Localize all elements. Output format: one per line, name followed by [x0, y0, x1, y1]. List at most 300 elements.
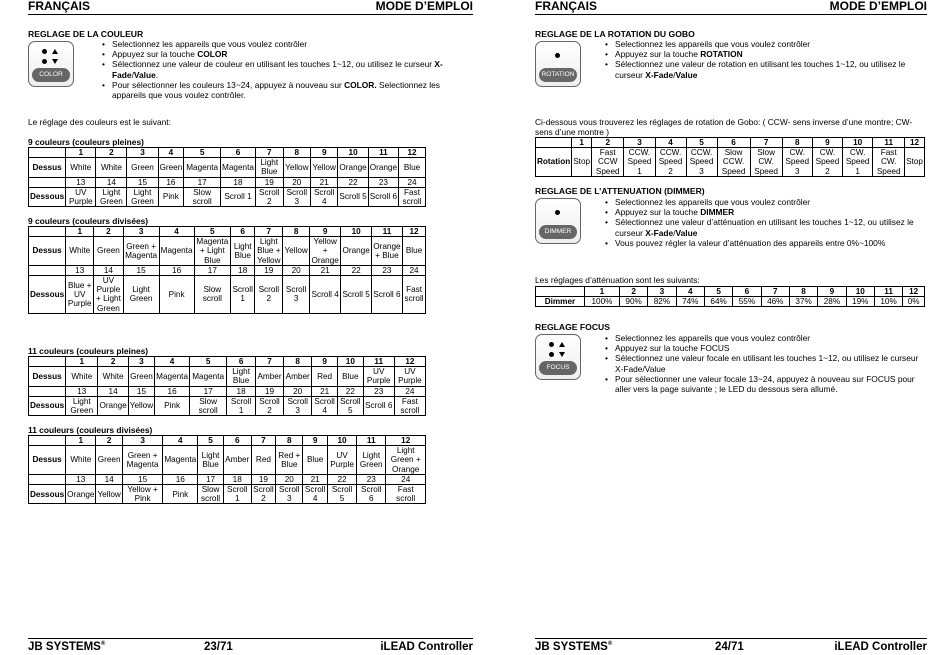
table-cell: 46% — [761, 297, 789, 307]
bullet-item: • Selectionnez les appareils que vous voulez contrôler — [604, 197, 927, 207]
bullet-item: • Sélectionnez une valeur de rotation en utilisant les touches 1~12, ou utilisez le curseur X-Fade/Value — [604, 59, 927, 79]
bullet-item: • Pour sélectionner les couleurs 13~24, appuyez à nouveau sur COLOR. Selectionnez les appareils que vous voulez contrôler. — [101, 80, 473, 100]
table-row — [29, 177, 426, 187]
table-cell: 23 — [371, 265, 402, 275]
table-cell: 16 — [159, 265, 194, 275]
led-dot-icon — [555, 210, 560, 215]
table-cell: 19 — [255, 265, 283, 275]
button-label: COLOR — [32, 68, 70, 82]
table-cell: 24 — [399, 177, 426, 187]
table-cell: 20 — [284, 386, 312, 396]
row-label-cell — [29, 265, 66, 275]
table-row — [29, 386, 426, 396]
table-cell: 28% — [818, 297, 846, 307]
table-cell: 90% — [619, 297, 647, 307]
footer-brand: JB SYSTEMS® — [28, 641, 106, 653]
table-cell: CCW. Speed 3 — [686, 148, 717, 177]
table-cell: 2 — [94, 227, 123, 237]
table-cell: 6 — [231, 227, 255, 237]
table-cell: 7 — [255, 148, 283, 158]
row-label-cell: Dimmer — [536, 297, 585, 307]
table-cell: 3 — [648, 287, 676, 297]
table-cell: 13 — [66, 386, 98, 396]
table-cell: Fast scroll — [399, 187, 426, 206]
table-cell: Green — [94, 237, 123, 266]
table-cell: Scroll 5 — [328, 485, 357, 504]
table-cell: 55% — [733, 297, 761, 307]
table-cell: Scroll 5 — [341, 276, 371, 314]
table-cell: White — [66, 158, 96, 177]
table-cell: Blue — [403, 237, 426, 266]
row-label-cell: Dessous — [29, 485, 66, 504]
table-cell: UV Purple — [394, 367, 425, 386]
section-title: REGLAGE FOCUS — [535, 322, 610, 332]
header-title: MODE D’EMPLOI — [829, 0, 927, 13]
table-cell: Red — [312, 367, 338, 386]
table-cell: 3 — [127, 148, 158, 158]
table-cell: Yellow — [311, 158, 338, 177]
focus-bullets — [604, 333, 927, 394]
table-row — [29, 474, 426, 484]
table-cell: 1 — [572, 138, 592, 148]
table-cell: 10 — [337, 357, 363, 367]
table-cell: 23 — [357, 474, 386, 484]
footer-page-number: 23/71 — [204, 641, 233, 653]
bullet-item: • Selectionnez les appareils que vous voulez contrôler — [604, 39, 927, 49]
led-dot-icon — [549, 352, 554, 357]
table-cell: 11 — [873, 138, 905, 148]
table-cell: 1 — [66, 357, 98, 367]
footer-product: iLEAD Controller — [834, 641, 927, 653]
table-cell: Scroll 3 — [283, 187, 310, 206]
table-cell: Scroll 4 — [311, 187, 338, 206]
table-cell: Blue — [399, 158, 426, 177]
gobo-bullets — [604, 39, 927, 80]
table-cell: 9 — [311, 148, 338, 158]
table-row — [536, 297, 925, 307]
dimmer-control-button — [535, 198, 581, 244]
table-cell: Orange — [368, 158, 398, 177]
table-header-row — [29, 227, 426, 237]
bullet-item: • Selectionnez les appareils que vous voulez contrôler — [101, 39, 473, 49]
row-label-cell — [536, 287, 585, 297]
table-cell: 4 — [158, 148, 184, 158]
footer-brand: JB SYSTEMS® — [535, 641, 613, 653]
table-cell: Fast scroll — [394, 396, 425, 415]
table-cell: 5 — [190, 357, 227, 367]
table-cell: 21 — [311, 177, 338, 187]
table-cell: 24 — [386, 474, 426, 484]
table-cell: 6 — [221, 148, 256, 158]
table-cell: 18 — [231, 265, 255, 275]
table-cell: Scroll 4 — [312, 396, 338, 415]
dimmer-table — [535, 286, 925, 307]
table-cell: Scroll 4 — [303, 485, 328, 504]
table-cell: 12 — [403, 227, 426, 237]
table-cell: 15 — [122, 474, 163, 484]
table-cell: 1 — [66, 148, 96, 158]
table-cell: Green + Magenta — [122, 446, 163, 475]
table-cell: Orange — [338, 158, 368, 177]
color-bullets — [101, 39, 473, 100]
table-cell: 14 — [98, 386, 128, 396]
table-cell: 21 — [312, 386, 338, 396]
table-cell: Fast CCW Speed — [592, 148, 624, 177]
led-dot-icon — [555, 53, 560, 58]
table-cell: Stop — [572, 148, 592, 177]
row-label-cell — [29, 227, 66, 237]
table-cell: Red — [251, 446, 276, 475]
table-cell: Light Blue + Yellow — [255, 237, 283, 266]
section-title: REGLAGE DE LA COULEUR — [28, 29, 144, 39]
table-cell: 18 — [223, 474, 251, 484]
bullet-item: • Appuyez sur la touche DIMMER — [604, 207, 927, 217]
table-cell: Scroll 3 — [283, 276, 310, 314]
rotation-control-button — [535, 41, 581, 87]
table-row — [536, 148, 925, 177]
table-cell: Scroll 2 — [251, 485, 276, 504]
row-label-cell — [29, 177, 66, 187]
table-cell: Stop — [905, 148, 925, 177]
table-cell: Blue — [303, 446, 328, 475]
table-cell: Light Blue — [227, 367, 256, 386]
table-cell: Slow CW. Speed — [750, 148, 782, 177]
table-row — [29, 446, 426, 475]
table-cell: Green + Magenta — [123, 237, 159, 266]
table-cell: 19 — [251, 474, 276, 484]
dimmer-section — [535, 186, 927, 248]
table-cell: 2 — [619, 287, 647, 297]
section-title: REGLAGE DE L’ATTENUATION (DIMMER) — [535, 186, 705, 196]
table-cell: 5 — [704, 287, 732, 297]
table-cell: CCW. Speed 1 — [624, 148, 655, 177]
table-row — [29, 367, 426, 386]
table-cell: 6 — [733, 287, 761, 297]
table-cell: 23 — [363, 386, 394, 396]
table-cell: Scroll 3 — [284, 396, 312, 415]
focus-control-button — [535, 334, 581, 380]
table-cell: Blue + UV Purple — [66, 276, 94, 314]
table-cell: 18 — [227, 386, 256, 396]
bullet-item: • Appuyez sur la touche ROTATION — [604, 49, 927, 59]
row-label-cell: Dessous — [29, 396, 66, 415]
row-label-cell — [29, 357, 66, 367]
table-cell: Light Green — [127, 187, 158, 206]
table-cell: 22 — [328, 474, 357, 484]
table-cell: 12 — [903, 287, 925, 297]
table-cell: Magenta — [221, 158, 256, 177]
table-cell: 37% — [789, 297, 817, 307]
table-title: 11 couleurs (couleurs pleines) — [28, 346, 149, 356]
table-cell: Fast scroll — [386, 485, 426, 504]
table-row — [29, 276, 426, 314]
table-cell: 11 — [357, 436, 386, 446]
table-cell: Scroll 2 — [255, 276, 283, 314]
table-cell: Light Green + Orange — [386, 446, 426, 475]
table-cell: Light Blue — [231, 237, 255, 266]
table-cell: Green — [96, 446, 122, 475]
table-cell: 16 — [163, 474, 198, 484]
table-cell: 0% — [903, 297, 925, 307]
table-cell: Magenta — [159, 237, 194, 266]
table-cell: 14 — [94, 265, 123, 275]
table-cell: 17 — [194, 265, 231, 275]
table-cell: 18 — [221, 177, 256, 187]
table-cell: Light Blue — [255, 158, 283, 177]
table-cell: 5 — [198, 436, 224, 446]
row-label-cell: Dessous — [29, 187, 66, 206]
table-cell: CW. Speed 3 — [782, 148, 812, 177]
color-control-button — [28, 41, 74, 87]
table-cell: 8 — [283, 148, 310, 158]
table-cell: Scroll 2 — [255, 396, 283, 415]
table-cell: 21 — [309, 265, 341, 275]
table-cell: 24 — [394, 386, 425, 396]
bullet-item: • Pour sélectionner une valeur focale 13~24, appuyez à nouveau sur FOCUS pour aller vers la page suivante ; le LED du dessous sera allumé. — [604, 374, 927, 394]
table-cell: 2 — [96, 436, 122, 446]
table-cell: 23 — [368, 177, 398, 187]
table-cell: 20 — [283, 177, 310, 187]
table-cell: Fast CW. Speed — [873, 148, 905, 177]
table-cell: 10% — [874, 297, 902, 307]
table-cell: Slow scroll — [198, 485, 224, 504]
table-row — [29, 187, 426, 206]
table-cell: 2 — [592, 138, 624, 148]
color-table — [28, 435, 426, 504]
led-dot-icon — [549, 342, 554, 347]
table-title: 9 couleurs (couleurs pleines) — [28, 137, 144, 147]
header-language: FRANÇAIS — [535, 0, 597, 13]
table-cell: 20 — [276, 474, 303, 484]
table-cell: 9 — [312, 357, 338, 367]
table-row — [29, 158, 426, 177]
table-cell: 17 — [198, 474, 224, 484]
table-cell: 9 — [303, 436, 328, 446]
table-cell: 22 — [341, 265, 371, 275]
table-cell: Scroll 6 — [357, 485, 386, 504]
table-row — [29, 265, 426, 275]
table-cell: 8 — [283, 227, 310, 237]
table-cell: 19% — [846, 297, 874, 307]
table-cell: 20 — [283, 265, 310, 275]
row-label-cell: Dessus — [29, 367, 66, 386]
section-title: REGLAGE DE LA ROTATION DU GOBO — [535, 29, 695, 39]
table-cell: White — [66, 367, 98, 386]
table-cell: Green — [127, 158, 158, 177]
table-cell: 11 — [363, 357, 394, 367]
table-cell: Scroll 1 — [231, 276, 255, 314]
page-footer — [535, 638, 927, 655]
table-cell: Slow scroll — [184, 187, 221, 206]
table-cell: 4 — [159, 227, 194, 237]
table-cell: Yellow + Orange — [309, 237, 341, 266]
color-table-block — [28, 216, 473, 314]
table-cell: Yellow — [96, 485, 122, 504]
table-cell: 1 — [66, 436, 96, 446]
table-cell: 2 — [96, 148, 127, 158]
table-cell: 5 — [686, 138, 717, 148]
color-table — [28, 147, 426, 207]
table-cell: UV Purple + Light Green — [94, 276, 123, 314]
table-cell: 24 — [403, 265, 426, 275]
table-cell: 3 — [123, 227, 159, 237]
table-cell: Blue — [337, 367, 363, 386]
table-cell: 6 — [717, 138, 750, 148]
table-cell: Pink — [163, 485, 198, 504]
table-cell: Amber — [223, 446, 251, 475]
table-cell: 8 — [276, 436, 303, 446]
table-cell: CCW. Speed 2 — [655, 148, 686, 177]
triangle-up-icon — [559, 342, 565, 347]
led-dot-icon — [42, 59, 47, 64]
table-cell: Orange — [341, 237, 371, 266]
table-cell: Scroll 6 — [368, 187, 398, 206]
triangle-up-icon — [52, 49, 58, 54]
table-cell: 16 — [155, 386, 190, 396]
table-cell: 8 — [789, 287, 817, 297]
table-header-row — [29, 148, 426, 158]
table-cell: White — [98, 367, 128, 386]
table-cell: Magenta — [155, 367, 190, 386]
table-cell: UV Purple — [328, 446, 357, 475]
gobo-intro: Ci-dessous vous trouverez les réglages de rotation de Gobo: ( CCW- sens inverse d’une montre; CW- sens d’une montre ) — [535, 117, 913, 138]
table-cell: Red + Blue — [276, 446, 303, 475]
table-cell: 1 — [584, 287, 619, 297]
table-cell: Yellow + Pink — [122, 485, 163, 504]
table-cell: Scroll 5 — [338, 187, 368, 206]
button-label: FOCUS — [539, 361, 577, 375]
table-cell: Fast scroll — [403, 276, 426, 314]
row-label-cell: Dessus — [29, 237, 66, 266]
led-dot-icon — [42, 49, 47, 54]
table-cell: White — [66, 237, 94, 266]
table-cell: 10 — [328, 436, 357, 446]
table-cell: Pink — [155, 396, 190, 415]
table-cell: Slow CCW. Speed — [717, 148, 750, 177]
table-cell: UV Purple — [66, 187, 96, 206]
table-header-row — [29, 357, 426, 367]
row-label-cell — [29, 386, 66, 396]
table-cell: 9 — [812, 138, 842, 148]
table-cell: 14 — [96, 177, 127, 187]
table-title: 9 couleurs (couleurs divisées) — [28, 216, 149, 226]
table-cell: Amber — [284, 367, 312, 386]
table-cell: CW. Speed 1 — [843, 148, 873, 177]
table-cell: Scroll 2 — [255, 187, 283, 206]
table-cell: CW. Speed 2 — [812, 148, 842, 177]
footer-product: iLEAD Controller — [380, 641, 473, 653]
table-header-row — [536, 138, 925, 148]
table-cell: 74% — [676, 297, 704, 307]
table-cell: White — [96, 158, 127, 177]
table-cell: 6 — [223, 436, 251, 446]
table-cell: 11 — [371, 227, 402, 237]
focus-section — [535, 322, 927, 395]
row-label-cell: Rotation — [536, 148, 572, 177]
table-cell: 9 — [818, 287, 846, 297]
table-cell: 15 — [127, 177, 158, 187]
table-cell: Amber — [255, 367, 283, 386]
row-label-cell — [29, 148, 66, 158]
table-cell: 4 — [676, 287, 704, 297]
table-cell: 8 — [284, 357, 312, 367]
row-label-cell: Dessus — [29, 446, 66, 475]
table-cell: Orange — [66, 485, 96, 504]
table-cell: 11 — [874, 287, 902, 297]
table-cell: 3 — [624, 138, 655, 148]
table-header-row — [29, 436, 426, 446]
table-cell: Light Green — [66, 396, 98, 415]
bullet-item: • Appuyez sur la touche COLOR — [101, 49, 473, 59]
table-cell: Scroll 6 — [363, 396, 394, 415]
bullet-item: • Sélectionnez une valeur focale en utilisant les touches 1~12, ou utilisez le curseur X-Fade/Value — [604, 353, 927, 373]
table-cell: Pink — [159, 276, 194, 314]
table-cell: 10 — [341, 227, 371, 237]
table-cell: 6 — [227, 357, 256, 367]
table-cell: Light Blue — [198, 446, 224, 475]
page-header — [535, 0, 927, 15]
table-cell: 4 — [155, 357, 190, 367]
table-cell: Scroll 1 — [223, 485, 251, 504]
color-table-block — [28, 425, 473, 504]
table-cell: Scroll 6 — [371, 276, 402, 314]
table-cell: Light Green — [123, 276, 159, 314]
table-cell: 100% — [584, 297, 619, 307]
triangle-down-icon — [52, 59, 58, 64]
table-cell: Magenta — [184, 158, 221, 177]
table-cell: 19 — [255, 386, 283, 396]
button-label: ROTATION — [539, 68, 577, 82]
dimmer-bullets — [604, 197, 927, 248]
table-cell: 9 — [309, 227, 341, 237]
header-title: MODE D’EMPLOI — [375, 0, 473, 13]
table-cell: 12 — [386, 436, 426, 446]
table-row — [29, 485, 426, 504]
row-label-cell — [29, 436, 66, 446]
bullet-item: • Appuyez sur la touche FOCUS — [604, 343, 927, 353]
page-header — [28, 0, 473, 15]
table-cell: Light Green — [357, 446, 386, 475]
table-cell: Green — [128, 367, 154, 386]
table-cell: 10 — [338, 148, 368, 158]
table-cell: 17 — [184, 177, 221, 187]
color-table — [28, 356, 426, 416]
table-cell: Scroll 1 — [227, 396, 256, 415]
color-table-block — [28, 137, 473, 207]
table-cell: Magenta + Light Blue — [194, 237, 231, 266]
rotation-table-block — [535, 137, 927, 177]
table-cell: 4 — [163, 436, 198, 446]
row-label-cell — [29, 474, 66, 484]
color-table — [28, 226, 426, 314]
table-cell: Light Green — [96, 187, 127, 206]
table-cell: Yellow — [283, 237, 310, 266]
table-cell: 12 — [394, 357, 425, 367]
table-cell: 7 — [750, 138, 782, 148]
table-row — [29, 396, 426, 415]
dimmer-intro: Les réglages d’atténuation sont les suivants: — [535, 275, 700, 285]
color-section — [28, 29, 473, 101]
table-cell: Slow scroll — [190, 396, 227, 415]
bullet-item: • Sélectionnez une valeur d’atténuation en utilisant les touches 1~12, ou utilisez le curseur X-Fade/Value — [604, 217, 927, 237]
table-cell: 8 — [782, 138, 812, 148]
gobo-section — [535, 29, 927, 80]
table-cell: Green — [158, 158, 184, 177]
table-cell: 16 — [158, 177, 184, 187]
table-cell: 11 — [368, 148, 398, 158]
left-page — [28, 0, 473, 654]
table-cell: 4 — [655, 138, 686, 148]
